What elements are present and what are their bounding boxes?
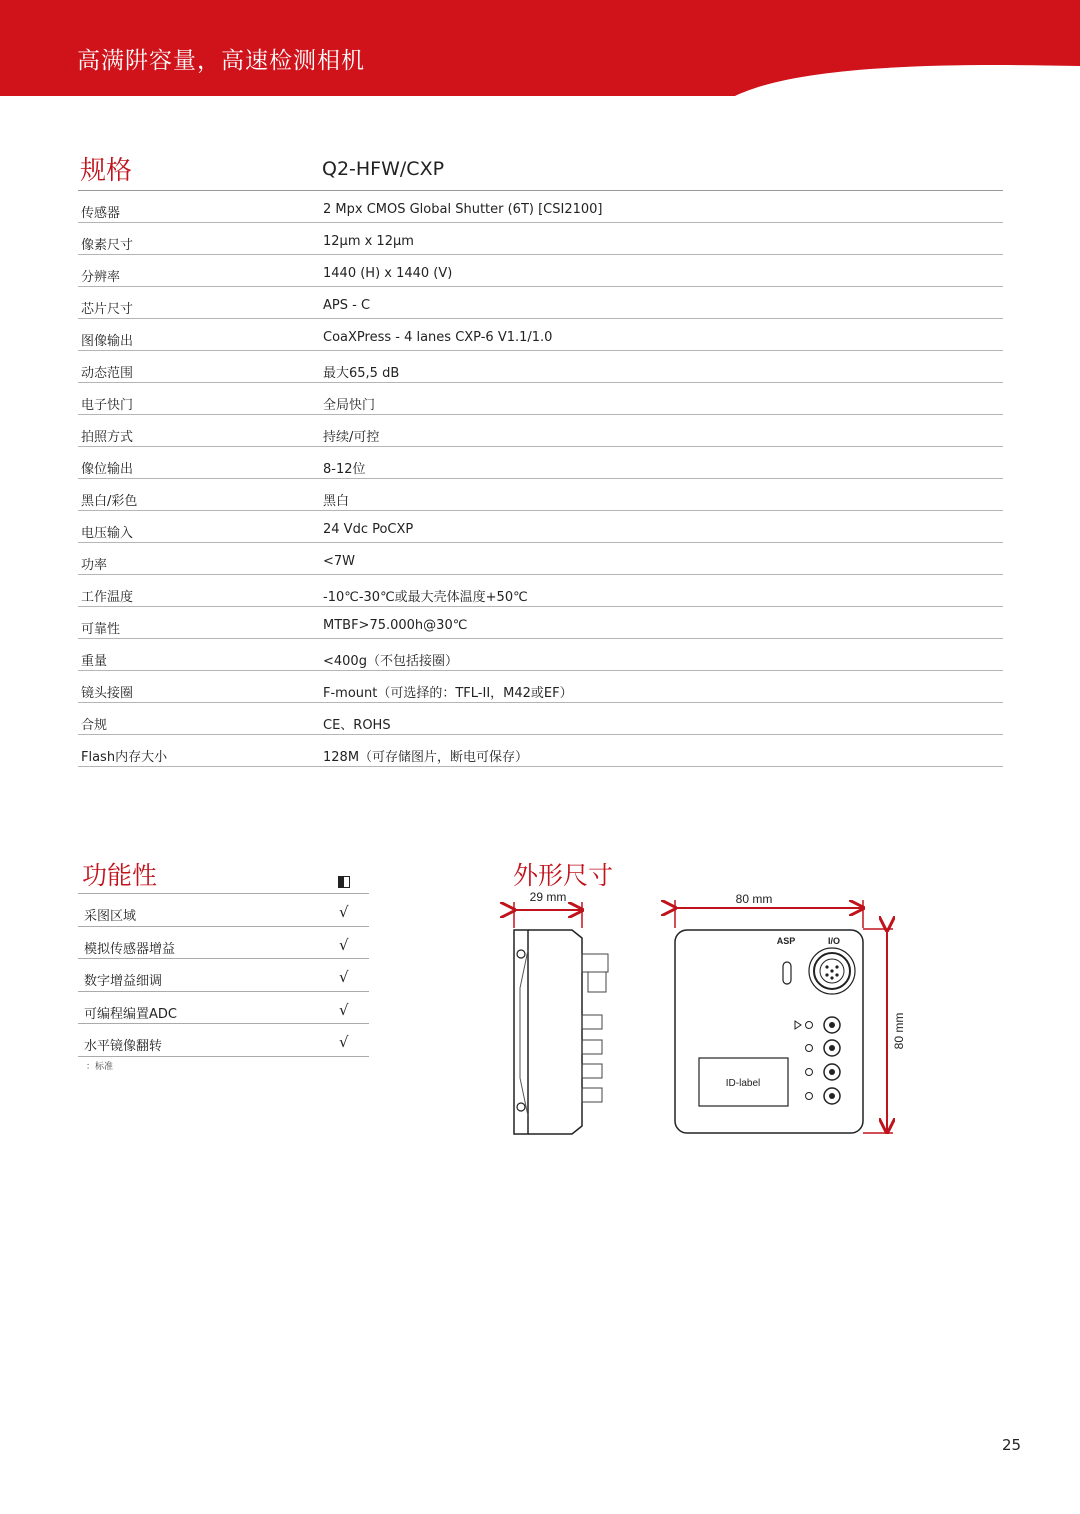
spec-label: 工作温度 [81,590,134,605]
spec-value: CE、ROHS [323,718,391,733]
half-filled-square-icon [338,876,350,888]
spec-value: 2 Mpx CMOS Global Shutter (6T) [CSI2100] [323,202,603,217]
coax-connector-icon [824,1088,840,1104]
table-row [78,671,1003,703]
feature-label: 数字增益细调 [84,974,163,989]
check-icon: √ [339,935,349,954]
feature-label: 采图区域 [84,909,137,924]
header-banner [0,0,1080,100]
front-width-label: 80 mm [735,892,773,906]
spec-label: 合规 [81,718,108,733]
functionality-heading: 功能性 [82,861,158,890]
spec-label: 电压输入 [81,526,134,541]
dimensions-heading: 外形尺寸 [513,861,614,890]
table-row [78,992,369,1025]
table-row [78,415,1003,447]
spec-value: <400g（不包括接圈） [323,654,458,669]
check-icon: √ [339,903,349,921]
spec-value: 最大65,5 dB [323,366,400,381]
table-row [78,1024,369,1057]
spec-label: 图像输出 [81,334,134,349]
front-height-label: 80 mm [892,1012,906,1050]
spec-value: 持续/可控 [323,430,380,445]
coax-connector-icon [824,1064,840,1080]
spec-header [78,150,1003,191]
feature-label: 模拟传感器增益 [84,941,176,957]
table-row [78,479,1003,511]
side-width-label: 29 mm [529,890,567,904]
table-row [78,383,1003,415]
page-title: 高满阱容量，高速检测相机 [77,48,365,74]
spec-value: MTBF>75.000h@30℃ [323,618,468,633]
table-row [78,959,369,992]
spec-label: 电子快门 [81,398,134,413]
spec-label: 可靠性 [81,622,121,637]
spec-label: 芯片尺寸 [81,302,134,317]
table-row [78,223,1003,255]
spec-value: 24 Vdc PoCXP [323,522,414,537]
spec-label: 传感器 [81,206,121,221]
table-row [78,735,1003,767]
spec-table [78,191,1003,767]
feature-label: 水平镜像翻转 [84,1039,163,1054]
table-row [78,894,369,927]
spec-label: 镜头接圈 [81,686,134,701]
feature-label: 可编程编置ADC [84,1006,177,1022]
model-name: Q2-HFW/CXP [322,158,445,180]
page-number: 25 [1002,1436,1022,1454]
spec-label: 功率 [81,558,108,573]
spec-label: 黑白/彩色 [81,494,138,509]
spec-value: 1440 (H) x 1440 (V) [323,266,453,281]
functionality-table [78,893,369,1057]
table-row [78,319,1003,351]
asp-label: ASP [776,936,796,946]
table-row [78,191,1003,223]
table-row [78,575,1003,607]
id-label: ID-label [725,1078,761,1089]
io-label: I/O [827,936,841,946]
check-icon: √ [339,968,349,986]
table-row [78,351,1003,383]
spec-label: 拍照方式 [81,430,134,445]
spec-value: CoaXPress - 4 lanes CXP-6 V1.1/1.0 [323,330,553,345]
check-icon: √ [339,1033,349,1051]
side-view [514,890,608,1134]
table-row [78,607,1003,639]
io-connector-icon [809,948,855,994]
spec-value: APS - C [323,298,371,313]
table-row [78,287,1003,319]
spec-value: 128M（可存储图片，断电可保存） [323,750,529,765]
front-view [675,892,906,1133]
table-row [78,639,1003,671]
legend-note: ：标准 [86,1062,114,1072]
coax-connector-icon [824,1017,840,1033]
table-row [78,255,1003,287]
table-row [78,543,1003,575]
table-row [78,703,1003,735]
spec-value: 8-12位 [323,462,366,477]
spec-label: 分辨率 [81,270,121,285]
table-row [78,927,369,960]
table-row [78,447,1003,479]
spec-value: -10℃-30℃或最大壳体温度+50℃ [323,590,528,605]
check-icon: √ [339,1000,349,1019]
spec-value: 12μm x 12μm [323,234,414,249]
spec-value: 黑白 [323,494,350,509]
spec-label: 动态范围 [81,366,134,381]
dimension-drawing [500,880,910,1145]
spec-label: Flash内存大小 [81,750,168,765]
table-row [78,511,1003,543]
spec-label: 重量 [81,654,108,669]
spec-value: F-mount（可选择的：TFL-II，M42或EF） [323,686,573,701]
spec-value: 全局快门 [323,398,376,413]
spec-value: <7W [323,554,356,569]
spec-label: 像素尺寸 [81,238,134,253]
spec-heading: 规格 [80,156,133,186]
coax-connector-icon [824,1040,840,1056]
spec-label: 像位输出 [81,462,134,477]
